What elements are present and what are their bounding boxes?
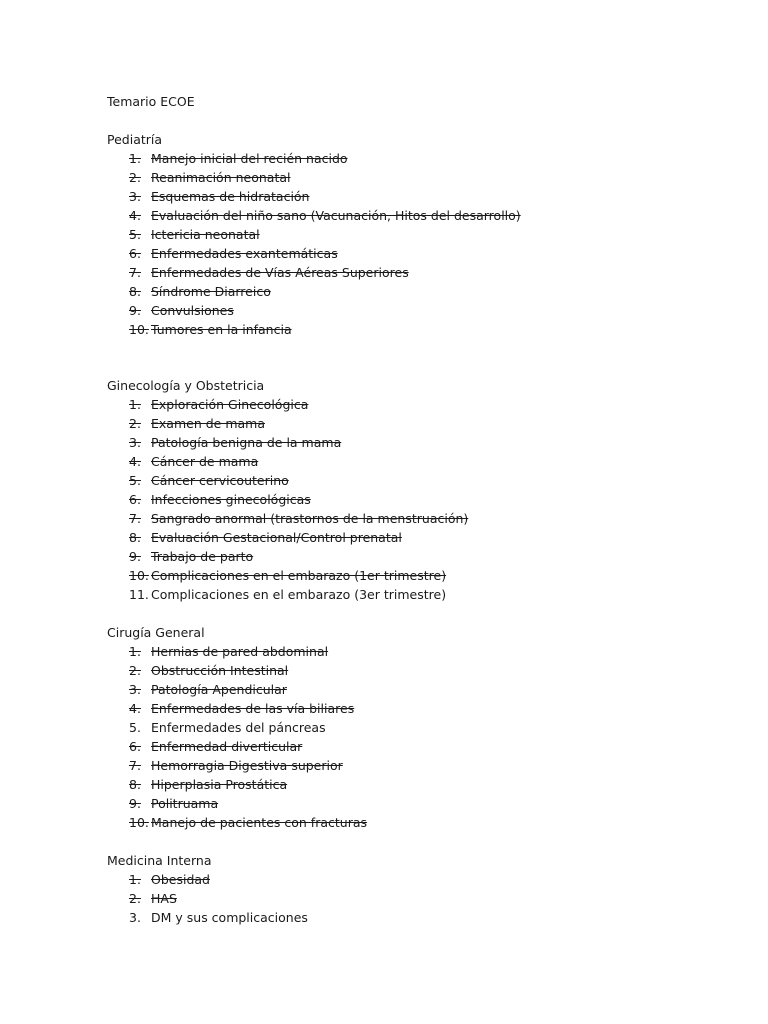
item-number: 2. [129,891,141,906]
section [107,130,747,339]
list-item [107,433,747,452]
item-text: Hernias de pared abdominal [151,644,329,659]
item-text: Hemorragia Digestiva superior [151,758,343,773]
item-number: 7. [129,265,141,280]
section-title: Pediatría [107,132,163,147]
item-text: Trabajo de parto [151,549,254,564]
item-number: 2. [129,416,141,431]
list-item [107,737,747,756]
list-item [107,889,747,908]
item-number: 10. [129,568,149,583]
section [107,623,747,832]
list-item [107,585,747,604]
item-number: 3. [129,435,141,450]
list-item [107,908,747,927]
item-text: Tumores en la infancia [151,322,292,337]
item-text: Síndrome Diarreico [151,284,271,299]
list-item [107,168,747,187]
item-number: 1. [129,151,141,166]
item-number: 9. [129,796,141,811]
topic-list [107,870,747,927]
item-number: 5. [129,473,141,488]
list-item [107,756,747,775]
item-text: Ictericia neonatal [151,227,260,242]
item-text: Sangrado anormal (trastornos de la menstruación) [151,511,469,526]
item-text: HAS [151,891,177,906]
item-text: Enfermedades de Vías Aéreas Superiores [151,265,409,280]
list-item [107,813,747,832]
list-item [107,206,747,225]
item-number: 7. [129,511,141,526]
list-item [107,566,747,585]
item-text: Manejo inicial del recién nacido [151,151,348,166]
item-text: Obstrucción Intestinal [151,663,289,678]
item-text: Enfermedades exantemáticas [151,246,338,261]
list-item [107,642,747,661]
item-text: Obesidad [151,872,210,887]
item-text: Hiperplasia Prostática [151,777,288,792]
sections-container [107,130,747,927]
list-item [107,149,747,168]
item-text: Convulsiones [151,303,234,318]
item-text: Politruama [151,796,219,811]
item-number: 5. [129,720,141,735]
list-item [107,452,747,471]
item-number: 4. [129,454,141,469]
list-item [107,775,747,794]
section-title: Ginecología y Obstetricia [107,378,265,393]
item-number: 3. [129,910,141,925]
item-text: Enfermedades de las vía biliares [151,701,355,716]
item-text: Evaluación del niño sano (Vacunación, Hitos del desarrollo) [151,208,521,223]
item-text: Examen de mama [151,416,265,431]
list-item [107,528,747,547]
topic-list [107,395,747,604]
topic-list [107,642,747,832]
item-number: 10. [129,815,149,830]
list-item [107,471,747,490]
item-text: Exploración Ginecológica [151,397,309,412]
item-number: 6. [129,492,141,507]
item-number: 7. [129,758,141,773]
section [107,851,747,927]
item-text: Cáncer cervicouterino [151,473,289,488]
list-item [107,718,747,737]
list-item [107,680,747,699]
item-number: 3. [129,682,141,697]
list-item [107,414,747,433]
document-title: Temario ECOE [107,94,195,109]
item-text: Esquemas de hidratación [151,189,310,204]
section-spacer [107,604,747,623]
list-item [107,870,747,889]
list-item [107,490,747,509]
item-text: Evaluación Gestacional/Control prenatal [151,530,402,545]
item-text: Complicaciones en el embarazo (1er trimestre) [151,568,447,583]
list-item [107,547,747,566]
item-text: Patología benigna de la mama [151,435,342,450]
item-text: Cáncer de mama [151,454,259,469]
item-number: 4. [129,701,141,716]
item-number: 8. [129,530,141,545]
section-spacer [107,339,747,376]
list-item [107,282,747,301]
item-number: 4. [129,208,141,223]
item-number: 1. [129,644,141,659]
item-text: Manejo de pacientes con fracturas [151,815,368,830]
item-number: 3. [129,189,141,204]
item-number: 8. [129,777,141,792]
section-title: Medicina Interna [107,853,212,868]
item-number: 6. [129,246,141,261]
item-text: Enfermedades del páncreas [151,720,326,735]
item-text: Complicaciones en el embarazo (3er trimestre) [151,587,447,602]
item-number: 10. [129,322,149,337]
document-body [107,92,747,927]
list-item [107,320,747,339]
item-number: 2. [129,170,141,185]
list-item [107,509,747,528]
list-item [107,794,747,813]
item-number: 2. [129,663,141,678]
list-item [107,661,747,680]
item-number: 1. [129,397,141,412]
list-item [107,187,747,206]
item-text: Infecciones ginecológicas [151,492,311,507]
item-number: 6. [129,739,141,754]
item-text: Patología Apendicular [151,682,287,697]
list-item [107,395,747,414]
list-item [107,263,747,282]
list-item [107,244,747,263]
item-number: 9. [129,549,141,564]
list-item [107,301,747,320]
item-number: 5. [129,227,141,242]
item-text: DM y sus complicaciones [151,910,308,925]
item-number: 1. [129,872,141,887]
section-title: Cirugía General [107,625,205,640]
item-number: 9. [129,303,141,318]
list-item [107,225,747,244]
topic-list [107,149,747,339]
section [107,376,747,604]
item-number: 11. [129,587,149,602]
item-text: Enfermedad diverticular [151,739,303,754]
list-item [107,699,747,718]
section-spacer [107,832,747,851]
item-number: 8. [129,284,141,299]
item-text: Reanimación neonatal [151,170,291,185]
